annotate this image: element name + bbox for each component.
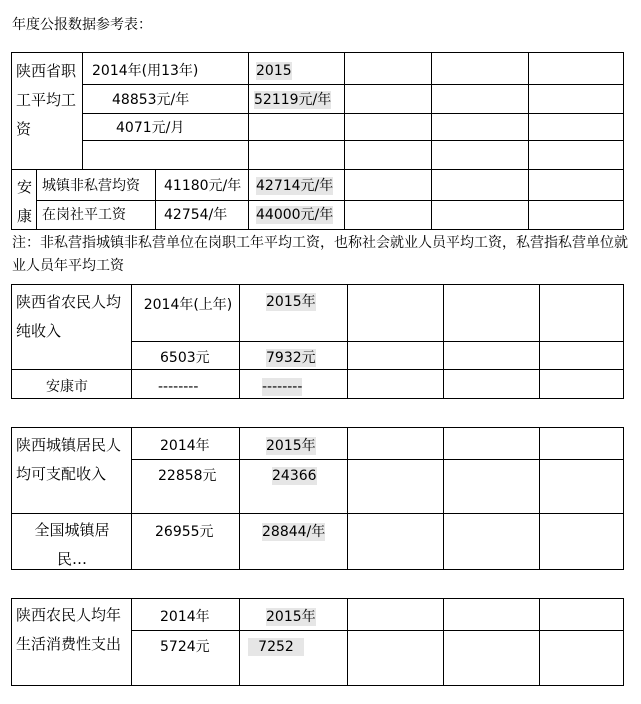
page-heading: 年度公报数据参考表：: [12, 17, 152, 33]
farmer-income-2014-header: 2014年(上年): [143, 297, 233, 313]
nonprivate-label: 城镇非私营均资: [42, 178, 140, 194]
ankang-city-2014: --------: [158, 379, 199, 395]
national-urban-label: 全国城镇居民…: [34, 521, 110, 568]
nonprivate-2014: 41180元/年: [164, 178, 242, 194]
salary-2015-header: 2015: [256, 63, 292, 79]
salary-label: 陕西省职工平均工资: [16, 62, 77, 138]
national-urban-2014: 26955元: [155, 524, 214, 540]
onduty-2015: 44000元/年: [256, 207, 334, 223]
farmer-income-label: 陕西省农民人均纯收入: [16, 293, 122, 340]
salary-2014-annual: 48853元/年: [112, 92, 190, 108]
farmer-expense-2015: 7252: [248, 638, 304, 656]
farmer-income-2014: 6503元: [160, 350, 210, 366]
ankang-label: 安康: [17, 178, 33, 225]
ankang-city-label: 安康市: [46, 379, 88, 395]
urban-income-2014-header: 2014年: [160, 438, 210, 454]
urban-income-2015: 24366: [272, 468, 317, 484]
farmer-expense-2014: 5724元: [160, 639, 210, 655]
farmer-income-2015-header: 2015年: [266, 294, 316, 310]
ankang-city-2015: --------: [262, 379, 303, 395]
onduty-label: 在岗社平工资: [42, 207, 126, 223]
farmer-expense-label: 陕西农民人均年生活消费性支出: [16, 606, 122, 653]
farmer-expense-2014-header: 2014年: [160, 609, 210, 625]
urban-income-2015-header: 2015年: [266, 438, 316, 454]
farmer-expense-2015-header: 2015年: [266, 609, 316, 625]
nonprivate-2015: 42714元/年: [256, 178, 334, 194]
urban-income-label: 陕西城镇居民人均可支配收入: [16, 436, 122, 483]
salary-2014-header: 2014年(用13年): [92, 63, 199, 79]
urban-income-2014: 22858元: [158, 468, 217, 484]
onduty-2014: 42754/年: [164, 207, 228, 223]
salary-2014-monthly: 4071元/月: [116, 120, 185, 136]
footnote: 注：非私营指城镇非私营单位在岗职工年平均工资，也称社会就业人员平均工资，私营指私营单位就业人员年平均工资: [12, 235, 628, 274]
salary-2015-annual: 52119元/年: [254, 92, 332, 108]
farmer-income-2015: 7932元: [266, 350, 316, 366]
national-urban-2015: 28844/年: [262, 524, 326, 540]
